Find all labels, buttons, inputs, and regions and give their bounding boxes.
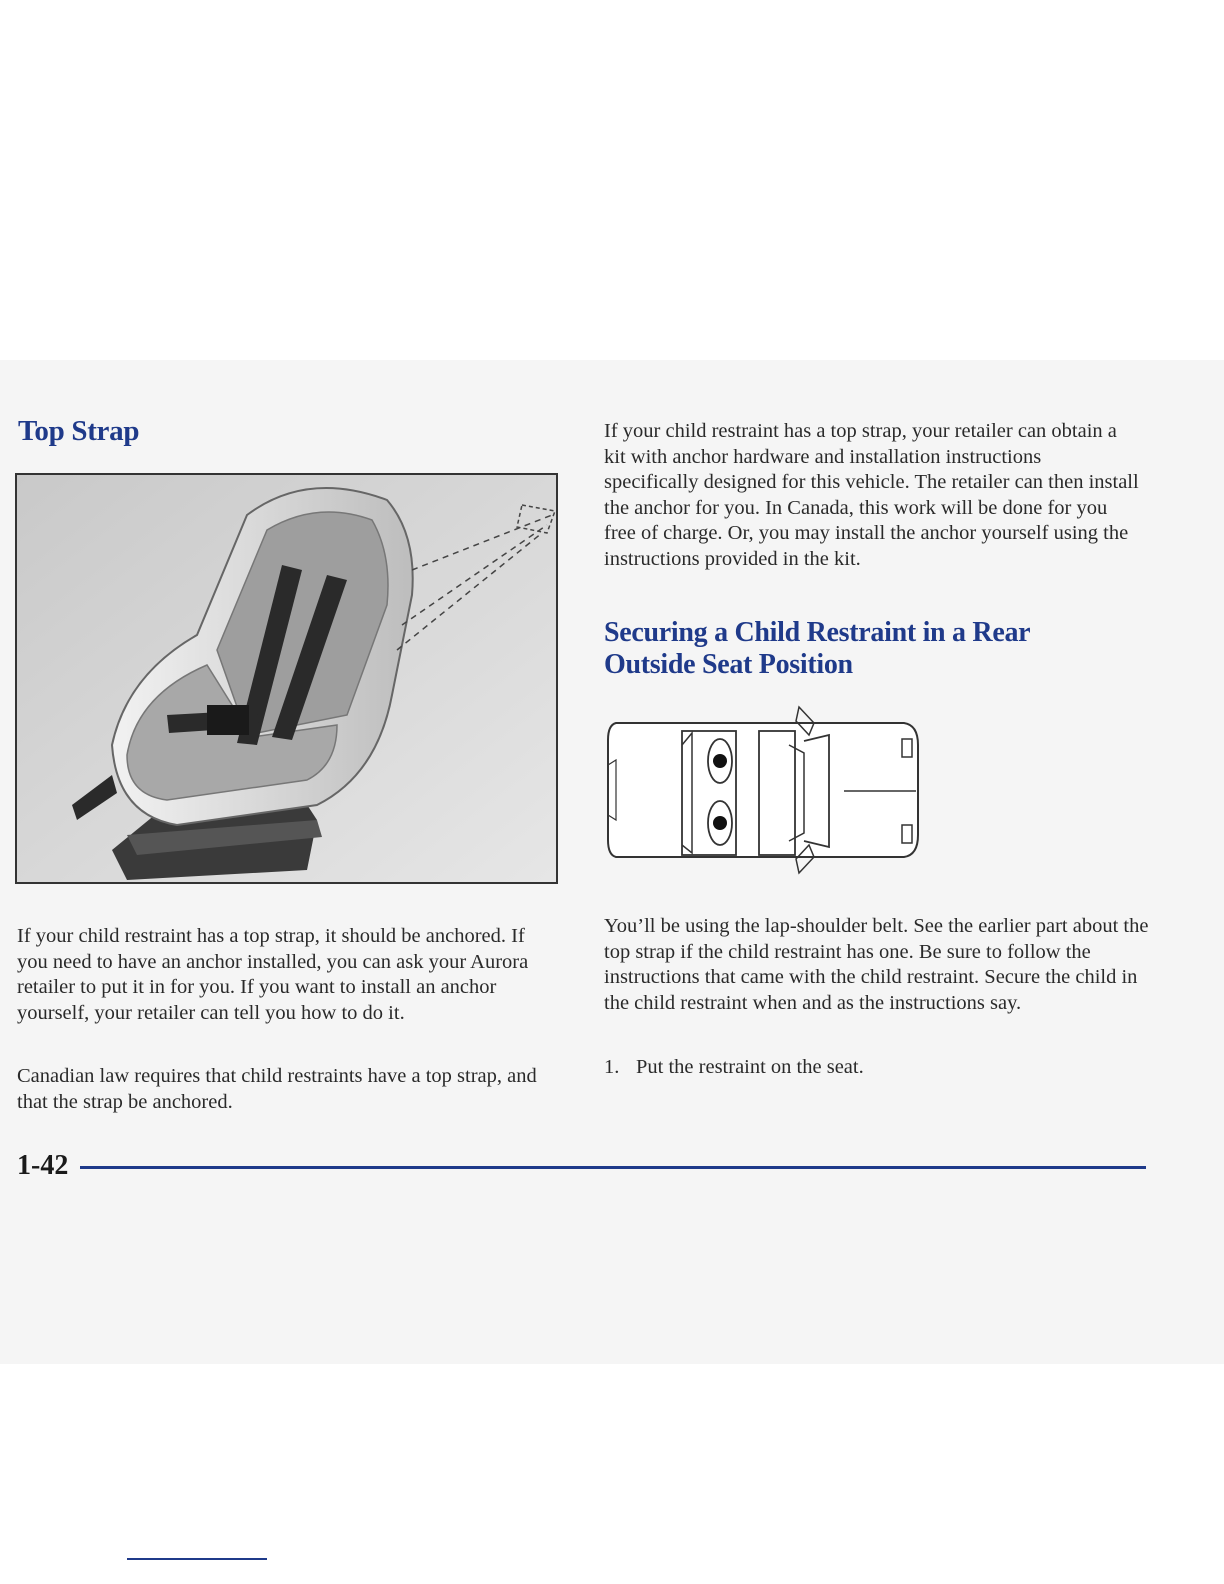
child-restraint-illustration: [15, 473, 558, 884]
paragraph-retailer-kit: If your child restraint has a top strap, your retailer can obtain a kit with anchor hardware and installation instructions specifically designed for this vehicle. The retailer can then install the anchor for you. In Canada, this work will be done for you free of charge. Or, you may install the anchor yourself using the instructions provided in the kit.: [604, 420, 1139, 570]
paragraph-canadian-law: Canadian law requires that child restraints have a top strap, and that the strap be anchored.: [17, 1065, 537, 1113]
paragraph-lap-shoulder-belt: You’ll be using the lap-shoulder belt. See the earlier part about the top strap if the child restraint has one. Be sure to follow the instructions that came with the child restraint. Secure the child in the child restraint when and as the instructions say.: [604, 915, 1149, 1014]
footer-rule: [80, 1166, 1146, 1169]
paragraph-top-strap-anchor: If your child restraint has a top strap, it should be anchored. If you need to have an anchor installed, you can ask your Aurora retailer to put it in for you. If you want to install an anchor yourself, your retailer can tell you how to do it.: [17, 925, 529, 1024]
heading-rear-outside-seat: Securing a Child Restraint in a Rear Outside Seat Position: [604, 617, 1030, 680]
heading-top-strap: Top Strap: [18, 415, 140, 447]
child-seat-drawing: [17, 475, 556, 882]
vehicle-top-view-illustration: [604, 705, 922, 875]
vehicle-diagram: [604, 705, 922, 875]
step-list-item: [604, 1055, 864, 1081]
page-number: 1-42: [17, 1150, 69, 1181]
bottom-rule: [127, 1558, 267, 1560]
step-number: 1.: [604, 1056, 620, 1078]
step-text: Put the restraint on the seat.: [636, 1056, 864, 1078]
